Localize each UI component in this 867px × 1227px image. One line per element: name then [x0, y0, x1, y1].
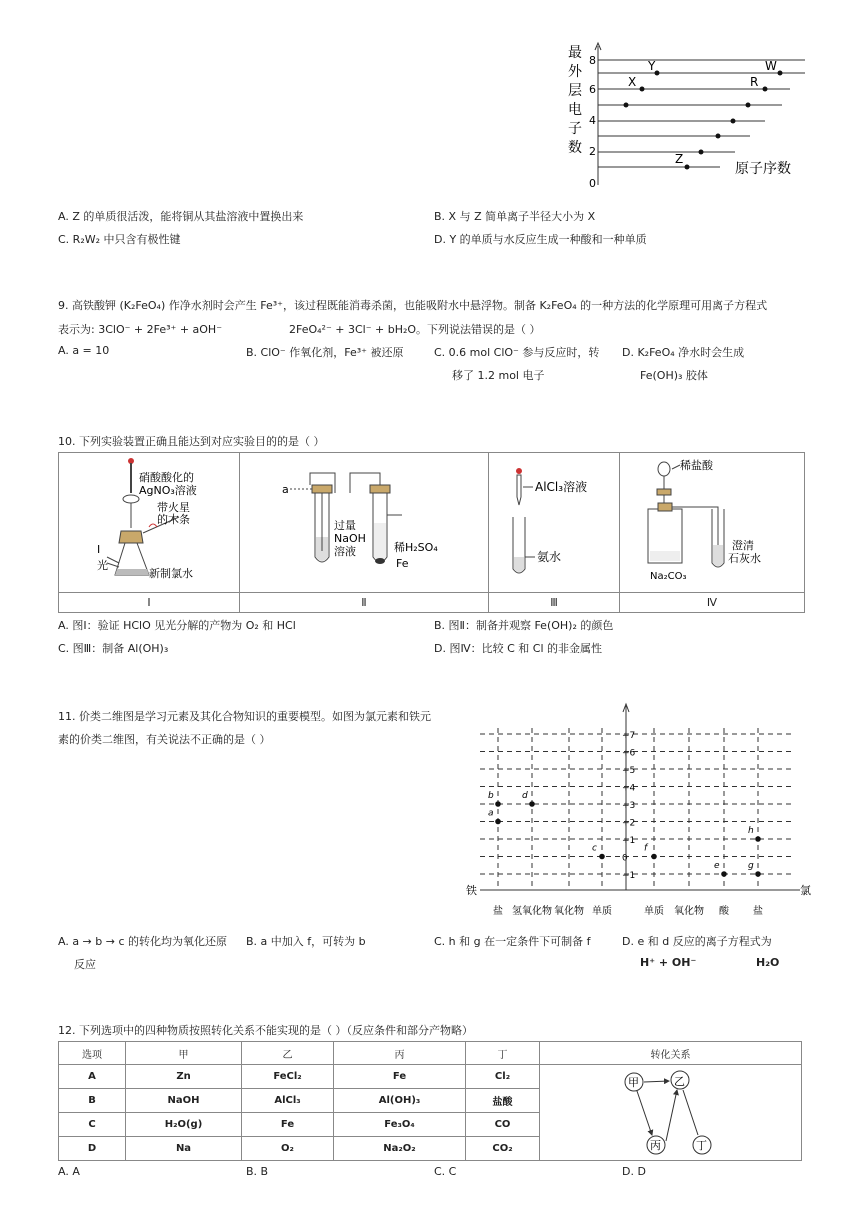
q12-cell: C	[59, 1113, 126, 1137]
q10-fig2-label: a	[282, 483, 289, 496]
q11-point-label: d	[522, 791, 528, 801]
q10-fig3-label: 氨水	[537, 550, 562, 564]
q8-point-x	[640, 87, 645, 92]
q11-xcat: 氢氧化物	[512, 906, 552, 917]
q8-option-b[interactable]: B. X 与 Z 简单离子半径大小为 X	[434, 210, 596, 223]
q11-xcat: 氧化物	[554, 906, 584, 917]
q9-option-d-cont: Fe(OH)₃ 胶体	[640, 369, 708, 382]
q8-ytick: 6	[589, 83, 596, 96]
q10-option-d[interactable]: D. 图Ⅳ：比较 C 和 Cl 的非金属性	[434, 642, 603, 655]
q12-node-jia: 甲	[627, 1076, 639, 1089]
q10-fig4-apparatus	[620, 453, 804, 589]
q9-stem-line2: 表示为: 3ClO⁻ + 2Fe³⁺ + aOH⁻	[58, 323, 223, 336]
q12-header: 转化关系	[540, 1042, 802, 1065]
q12-cell: H₂O(g)	[126, 1113, 242, 1137]
q8-point	[716, 134, 721, 139]
q10-fig4-label: 石灰水	[728, 552, 761, 565]
q10-option-a[interactable]: A. 图Ⅰ：验证 HClO 见光分解的产物为 O₂ 和 HCl	[58, 619, 296, 632]
q12-header: 丙	[334, 1042, 466, 1065]
q8-point	[731, 119, 736, 124]
q12-cell: CO₂	[466, 1137, 540, 1161]
q8-point	[699, 150, 704, 155]
q12-cell: CO	[466, 1113, 540, 1137]
q11-ytick: +5	[622, 766, 636, 776]
q12-transform-diagram	[571, 1065, 771, 1157]
q12-node-yi: 乙	[673, 1075, 685, 1088]
q8-point-r	[763, 87, 768, 92]
q8-point-w	[778, 71, 783, 76]
q12-cell: Al(OH)₃	[334, 1089, 466, 1113]
q11-point	[599, 854, 605, 860]
q11-xcat: 酸	[719, 906, 729, 917]
q8-ylabel-char: 层	[568, 83, 582, 99]
q12-cell: O₂	[242, 1137, 334, 1161]
q12-cell: Fe	[242, 1113, 334, 1137]
q10-fig1-label: Ⅰ	[97, 543, 101, 556]
q10-fig1-cell	[59, 453, 240, 593]
q11-ytick: −1	[622, 871, 636, 881]
q11-point	[495, 801, 501, 807]
q10-fig4-label: Na₂CO₃	[650, 571, 687, 582]
q10-fig1-apparatus	[59, 453, 239, 589]
q8-label-r: R	[750, 75, 759, 89]
q10-caption-4: Ⅳ	[620, 593, 805, 613]
q11-ytick: +6	[622, 748, 636, 759]
q11-stem-line1: 11. 价类二维图是学习元素及其化合物知识的重要模型。如图为氯元素和铁元	[58, 710, 431, 723]
q11-point-label: c	[592, 843, 597, 854]
q10-caption-1: Ⅰ	[59, 593, 240, 613]
q9-option-c[interactable]: C. 0.6 mol ClO⁻ 参与反应时，转	[434, 346, 600, 359]
q8-label-y: Y	[648, 59, 656, 73]
q12-cell: Na₂O₂	[334, 1137, 466, 1161]
q9-option-b[interactable]: B. ClO⁻ 作氧化剂，Fe³⁺ 被还原	[246, 346, 404, 359]
q8-ylabel-char: 最	[568, 45, 582, 61]
q10-fig3-apparatus	[489, 453, 619, 589]
q12-stem: 12. 下列选项中的四种物质按照转化关系不能实现的是（ ）（反应条件和部分产物略）	[58, 1024, 473, 1037]
q11-ytick: +4	[622, 783, 636, 794]
q10-stem: 10. 下列实验装置正确且能达到对应实验目的的是（ ）	[58, 435, 325, 448]
q10-fig4-label: 稀盐酸	[680, 459, 713, 472]
q12-cell: 盐酸	[466, 1089, 540, 1113]
q11-option-a[interactable]: A. a → b → c 的转化均为氧化还原	[58, 935, 228, 948]
q12-cell: FeCl₂	[242, 1065, 334, 1089]
q10-fig2-apparatus	[240, 453, 488, 589]
q11-point-label: b	[488, 791, 494, 801]
q8-label-x: X	[628, 75, 637, 89]
q10-caption-3: Ⅲ	[489, 593, 620, 613]
q12-cell: Cl₂	[466, 1065, 540, 1089]
q11-point-label: h	[748, 826, 754, 836]
q11-stem-line2: 素的价类二维图，有关说法不正确的是（ ）	[58, 733, 271, 746]
q11-point-label: f	[644, 843, 648, 854]
q8-ylabel	[568, 45, 583, 156]
q10-fig1-label: 光	[97, 559, 108, 572]
q11-right-axis-label: 氯	[800, 884, 811, 897]
q11-xcat: 盐	[753, 906, 763, 917]
q11-ytick: +7	[622, 731, 636, 741]
q11-valence-chart	[466, 702, 811, 920]
q8-point-z	[685, 165, 690, 170]
q10-fig2-label: Fe	[396, 557, 409, 570]
q8-option-d[interactable]: D. Y 的单质与水反应生成一种酸和一种单质	[434, 233, 647, 246]
q12-cell: Fe₃O₄	[334, 1113, 466, 1137]
q12-cell: D	[59, 1137, 126, 1161]
q11-ytick: +2	[622, 818, 636, 829]
q11-point	[529, 801, 535, 807]
q10-fig2-label: 稀H₂SO₄	[394, 541, 438, 554]
q9-option-d[interactable]: D. K₂FeO₄ 净水时会生成	[622, 346, 745, 359]
q8-ylabel-char: 子	[568, 121, 582, 137]
q12-header: 甲	[126, 1042, 242, 1065]
q12-cell: AlCl₃	[242, 1089, 334, 1113]
q8-ylabel-char: 数	[568, 140, 582, 156]
q11-point-label: a	[488, 808, 494, 819]
q8-ytick: 2	[589, 145, 596, 158]
q11-xcat: 盐	[493, 906, 503, 917]
q10-figure-table	[58, 452, 805, 613]
q11-option-a-cont: 反应	[74, 958, 96, 971]
q10-option-b[interactable]: B. 图Ⅱ：制备并观察 Fe(OH)₂ 的颜色	[434, 619, 614, 632]
q8-option-c[interactable]: C. R₂W₂ 中只含有极性键	[58, 233, 181, 246]
q11-option-d[interactable]: D. e 和 d 反应的离子方程式为	[622, 935, 772, 948]
q10-fig2-cell	[240, 453, 489, 593]
q12-cell: A	[59, 1065, 126, 1089]
q10-caption-2: Ⅱ	[240, 593, 489, 613]
q8-label-z: Z	[675, 152, 684, 166]
q10-fig2-label: NaOH	[334, 532, 366, 545]
q8-point	[624, 103, 629, 108]
q10-fig3-label: AlCl₃溶液	[535, 480, 588, 494]
q12-node-ding: 丁	[695, 1139, 707, 1152]
q10-fig2-label: 溶液	[334, 545, 356, 558]
q8-label-w: W	[765, 59, 777, 73]
q10-fig3-cell	[489, 453, 620, 593]
q8-ytick: 0	[589, 177, 596, 190]
q11-xcat: 氧化物	[674, 906, 704, 917]
q12-option-d[interactable]: D. D	[622, 1165, 646, 1178]
q10-fig1-label: 硝酸酸化的	[139, 471, 194, 484]
q8-point	[746, 103, 751, 108]
q10-fig2-label: 过量	[334, 519, 356, 532]
q8-ylabel-char: 外	[568, 64, 582, 80]
q12-node-bing: 丙	[649, 1139, 661, 1152]
q9-option-c-cont: 移了 1.2 mol 电子	[452, 369, 545, 382]
q12-cell: Na	[126, 1137, 242, 1161]
q12-cell: Fe	[334, 1065, 466, 1089]
q8-option-a[interactable]: A. Z 的单质很活泼，能将铜从其盐溶液中置换出来	[58, 210, 304, 223]
q11-left-axis-label: 铁	[466, 884, 477, 897]
q8-electron-chart	[560, 40, 820, 195]
q10-option-c[interactable]: C. 图Ⅲ：制备 Al(OH)₃	[58, 642, 169, 655]
q11-point-label: e	[714, 861, 720, 871]
q12-option-b[interactable]: B. B	[246, 1165, 269, 1178]
q8-xlabel: 原子序数	[735, 161, 791, 177]
q12-cell: B	[59, 1089, 126, 1113]
q10-fig1-label: 的木条	[157, 513, 190, 526]
q10-fig1-label: AgNO₃溶液	[139, 484, 197, 497]
q12-header: 选项	[59, 1042, 126, 1065]
q8-ytick: 4	[589, 114, 596, 127]
q11-point	[495, 819, 501, 825]
q10-fig1-label: 新制氯水	[149, 567, 193, 580]
q11-point	[721, 871, 727, 877]
q9-stem-line1: 9. 高铁酸钾 (K₂FeO₄) 作净水剂时会产生 Fe³⁺，该过程既能消毒杀菌，也能吸附水中悬浮物。制备 K₂FeO₄ 的一种方法的化学原理可用离子方程式	[58, 299, 768, 312]
q10-fig1-label: 带火星	[157, 501, 190, 514]
q12-header: 丁	[466, 1042, 540, 1065]
q11-point	[755, 836, 761, 842]
q12-cell: Zn	[126, 1065, 242, 1089]
q11-ytick: 0	[622, 853, 628, 864]
q11-point	[651, 854, 657, 860]
q11-option-b[interactable]: B. a 中加入 f，可转为 b	[246, 935, 366, 948]
q11-point	[755, 871, 761, 877]
q12-diagram-cell	[540, 1065, 802, 1161]
q11-xcat: 单质	[644, 906, 664, 917]
q10-fig4-label: 澄清	[732, 539, 754, 552]
q8-ylabel-char: 电	[568, 102, 582, 118]
q11-xcat: 单质	[592, 906, 612, 917]
q12-header: 乙	[242, 1042, 334, 1065]
q8-ytick: 8	[589, 54, 596, 67]
q12-option-a[interactable]: A. A	[58, 1165, 80, 1178]
q9-stem-line3: 2FeO₄²⁻ + 3Cl⁻ + bH₂O。下列说法错误的是（ ）	[289, 323, 541, 336]
q11-point-label: g	[748, 861, 754, 871]
q11-option-d-eq-left: H⁺ + OH⁻	[640, 956, 697, 969]
q12-cell: NaOH	[126, 1089, 242, 1113]
q11-option-d-eq-right: H₂O	[756, 956, 780, 969]
q10-fig4-cell	[620, 453, 805, 593]
q12-table	[58, 1041, 802, 1161]
q12-option-c[interactable]: C. C	[434, 1165, 457, 1178]
q11-ytick: +3	[622, 801, 636, 811]
q11-ytick: +1	[622, 836, 636, 846]
q9-option-a[interactable]: A. a = 10	[58, 344, 110, 357]
q11-option-c[interactable]: C. h 和 g 在一定条件下可制备 f	[434, 935, 591, 948]
